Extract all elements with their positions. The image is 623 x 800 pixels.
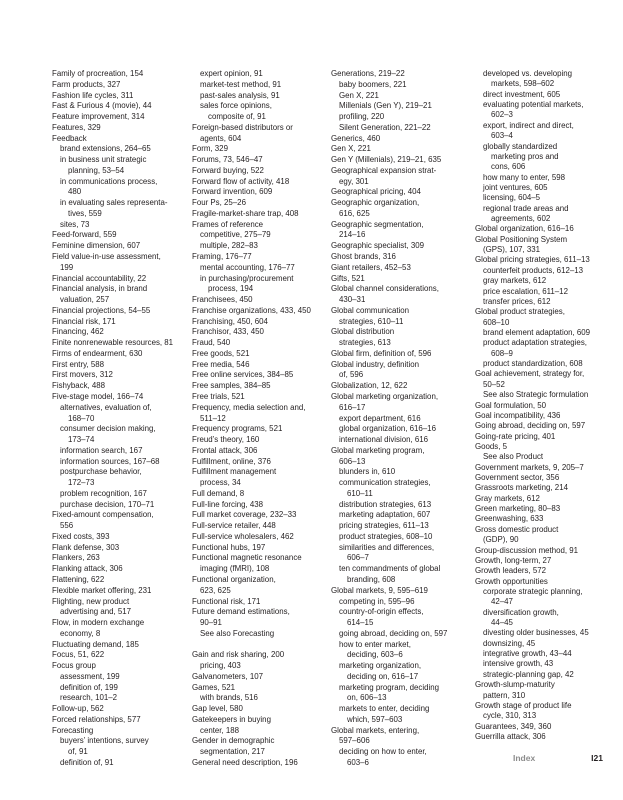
index-entry: Growth, long-term, 27 <box>475 555 552 565</box>
index-entry: Green marketing, 80–83 <box>475 504 561 514</box>
index-entry: Goal incompatibility, 436 <box>475 410 561 420</box>
index-entry: Fishyback, 488 <box>52 381 106 391</box>
index-subentry: product adaptation strategies, <box>483 338 587 348</box>
index-subentry: globally standardized <box>483 141 558 151</box>
index-entry: Financial projections, 54–55 <box>52 305 151 315</box>
index-subentry-continuation: 44–45 <box>491 618 513 628</box>
index-entry-continuation: 511–12 <box>200 413 226 423</box>
index-entry: Gatekeepers in buying <box>192 714 271 724</box>
index-entry: Franchising, 450, 604 <box>192 316 268 326</box>
index-subentry-continuation: planning, 53–54 <box>68 165 125 175</box>
index-subentry: intensive growth, 43 <box>483 659 554 669</box>
index-spacer <box>192 640 332 651</box>
index-subentry: similarities and differences, <box>339 542 435 552</box>
index-entry-continuation: egy, 301 <box>339 176 369 186</box>
index-subentry-continuation: which, 597–603 <box>347 714 403 724</box>
index-subentry: marketing adaptation, 607 <box>339 510 431 520</box>
index-entry: Franchisees, 450 <box>192 295 253 305</box>
index-subentry-continuation: 172–73 <box>68 478 95 488</box>
index-entry: Geographical pricing, 404 <box>331 187 421 197</box>
index-subentry: definition of, 199 <box>60 682 118 692</box>
index-subentry: evaluating potential markets, <box>483 100 584 110</box>
index-subentry: postpurchase behavior, <box>60 467 142 477</box>
index-entry: General need description, 196 <box>192 758 298 767</box>
index-entry: Future demand estimations, <box>192 607 290 617</box>
index-subentry: going abroad, deciding on, 597 <box>339 628 448 638</box>
index-subentry: how to enter market, <box>339 639 411 649</box>
index-entry: Global communication <box>331 305 410 315</box>
index-subentry: marketing program, deciding <box>339 682 439 692</box>
index-entry: Full-service wholesalers, 462 <box>192 531 294 541</box>
index-subentry: divesting older businesses, 45 <box>483 628 589 638</box>
index-entry: Ghost brands, 316 <box>331 252 396 262</box>
index-entry: Functional magnetic resonance <box>192 553 302 563</box>
index-subentry-continuation: 173–74 <box>68 435 95 445</box>
index-entry: Fashion life cycles, 311 <box>52 90 134 100</box>
index-entry: Gain and risk sharing, 200 <box>192 650 285 660</box>
index-entry: Functional risk, 171 <box>192 596 261 606</box>
index-entry: Flow, in modern exchange <box>52 618 145 628</box>
index-subentry: definition of, 91 <box>60 758 114 767</box>
index-entry: Geographic organization, <box>331 198 420 208</box>
index-entry: Frequency programs, 521 <box>192 424 283 434</box>
index-entry: Games, 521 <box>192 682 235 692</box>
index-entry: Generics, 460 <box>331 133 381 143</box>
index-entry: Focus group <box>52 661 96 671</box>
index-subentry-continuation: 608–9 <box>491 348 513 358</box>
index-column-4 <box>475 69 615 742</box>
index-subentry: information sources, 167–68 <box>60 456 160 466</box>
index-entry: Foreign-based distributors or <box>192 122 293 132</box>
index-entry: Goal formulation, 50 <box>475 400 547 410</box>
index-entry: Fulfillment, online, 376 <box>192 456 271 466</box>
index-entry: Farm products, 327 <box>52 79 121 89</box>
index-entry: Fixed-amount compensation, <box>52 510 154 520</box>
index-entry: Fluctuating demand, 185 <box>52 639 139 649</box>
index-entry: Form, 329 <box>192 144 228 154</box>
index-entry: Global markets, 9, 595–619 <box>331 585 428 595</box>
index-entry: Forward buying, 522 <box>192 165 264 175</box>
index-subentry-continuation: deciding on, 616–17 <box>347 671 419 681</box>
index-entry-continuation: strategies, 613 <box>339 338 391 348</box>
index-entry: Free samples, 384–85 <box>192 381 271 391</box>
index-entry: Global marketing organization, <box>331 391 439 401</box>
index-entry-continuation: valuation, 257 <box>60 295 110 305</box>
index-subentry-continuation: process, 194 <box>208 284 254 294</box>
index-subentry: Silent Generation, 221–22 <box>339 122 431 132</box>
index-entry: Growth-slump-maturity <box>475 680 555 690</box>
index-subentry-continuation: marketing pros and <box>491 151 559 161</box>
index-subentry-continuation: 603–4 <box>491 131 513 141</box>
index-entry: Fraud, 540 <box>192 338 231 348</box>
index-entry: Global firm, definition of, 596 <box>331 348 432 358</box>
index-entry: Franchise organizations, 433, 450 <box>192 305 311 315</box>
index-entry: Full-service retailer, 448 <box>192 521 276 531</box>
index-entry: Feed-forward, 559 <box>52 230 117 240</box>
index-entry: Global pricing strategies, 611–13 <box>475 255 590 265</box>
index-entry: Functional hubs, 197 <box>192 542 266 552</box>
index-entry: Guerrilla attack, 306 <box>475 732 546 741</box>
index-subentry: in evaluating sales representa- <box>60 198 168 208</box>
index-subentry-continuation: agreements, 602 <box>491 214 551 224</box>
index-entry: Framing, 176–77 <box>192 252 252 262</box>
index-entry: Forward flow of activity, 418 <box>192 176 290 186</box>
index-subentry: brand element adaptation, 609 <box>483 327 591 337</box>
index-subentry: global organization, 616–16 <box>339 424 436 434</box>
index-subentry: export, indirect and direct, <box>483 120 574 130</box>
index-column-2 <box>192 69 332 769</box>
index-entry: Free media, 546 <box>192 359 250 369</box>
index-entry-continuation: advertising and, 517 <box>60 607 132 617</box>
index-entry-continuation: 556 <box>60 521 74 531</box>
index-subentry: export department, 616 <box>339 413 421 423</box>
index-entry: Gap level, 580 <box>192 704 243 714</box>
index-entry: Gross domestic product <box>475 524 559 534</box>
index-entry: Freud’s theory, 160 <box>192 435 260 445</box>
index-entry: Focus, 51, 622 <box>52 650 105 660</box>
index-subentry: distribution strategies, 613 <box>339 499 432 509</box>
index-subentry-continuation: branding, 608 <box>347 574 396 584</box>
index-entry: Feedback <box>52 133 87 143</box>
index-entry: Free online services, 384–85 <box>192 370 294 380</box>
index-subentry: profiling, 220 <box>339 112 385 122</box>
index-subentry: in communications process, <box>60 176 158 186</box>
index-subentry: assessment, 199 <box>60 671 120 681</box>
index-entry: Franchisor, 433, 450 <box>192 327 264 337</box>
index-subentry-continuation: 480 <box>68 187 82 197</box>
index-entry: Fixed costs, 393 <box>52 531 110 541</box>
index-entry: Giant retailers, 452–53 <box>331 262 411 272</box>
index-entry-continuation: 616–17 <box>339 402 366 412</box>
index-subentry: ten commandments of global <box>339 564 441 574</box>
index-subentry: blunders in, 610 <box>339 467 396 477</box>
index-entry-continuation: 608–10 <box>483 317 510 327</box>
index-subentry: how many to enter, 598 <box>483 172 566 182</box>
index-entry: Fast & Furious 4 (movie), 44 <box>52 101 152 111</box>
index-entry: Forced relationships, 577 <box>52 714 141 724</box>
index-subentry: See also Strategic formulation <box>483 390 589 400</box>
index-subentry: regional trade areas and <box>483 203 569 213</box>
index-entry-continuation: center, 188 <box>200 725 240 735</box>
index-entry: Globalization, 12, 622 <box>331 381 408 391</box>
index-entry-continuation: cycle, 310, 313 <box>483 711 537 721</box>
index-entry: Flighting, new product <box>52 596 130 606</box>
index-entry-continuation: 199 <box>60 262 74 272</box>
index-subentry: problem recognition, 167 <box>60 488 147 498</box>
index-entry: Follow-up, 562 <box>52 704 104 714</box>
index-entry-continuation: 430–31 <box>339 295 366 305</box>
index-subentry: See also Product <box>483 452 544 462</box>
index-entry: Free goods, 521 <box>192 348 250 358</box>
index-entry: Growth stage of product life <box>475 700 572 710</box>
index-subentry: counterfeit products, 612–13 <box>483 265 584 275</box>
index-entry-continuation: pattern, 310 <box>483 690 526 700</box>
index-subentry-continuation: 602–3 <box>491 110 513 120</box>
index-subentry: product standardization, 608 <box>483 359 583 369</box>
index-entry: Fulfillment management <box>192 467 277 477</box>
index-entry: Goods, 5 <box>475 441 508 451</box>
index-entry-continuation: pricing, 403 <box>200 661 241 671</box>
index-subentry: pricing strategies, 611–13 <box>339 521 429 531</box>
running-footer-section: Index <box>513 753 536 763</box>
index-entry: Grassroots marketing, 214 <box>475 483 568 493</box>
index-entry-continuation: economy, 8 <box>60 628 101 638</box>
index-subentry-continuation: 42–47 <box>491 597 513 607</box>
index-subentry: deciding on how to enter, <box>339 747 427 757</box>
index-entry-continuation: 50–52 <box>483 379 505 389</box>
index-entry: Gen X, 221 <box>331 144 371 154</box>
index-entry: Finite nonrenewable resources, 81 <box>52 338 174 348</box>
index-subentry: gray markets, 612 <box>483 276 547 286</box>
index-subentry: consumer decision making, <box>60 424 156 434</box>
index-subentry: diversification growth, <box>483 607 559 617</box>
index-entry: Flexible market offering, 231 <box>52 585 152 595</box>
index-subentry: Millenials (Gen Y), 219–21 <box>339 101 432 111</box>
index-entry-continuation: segmentation, 217 <box>200 747 265 757</box>
index-subentry: baby boomers, 221 <box>339 79 407 89</box>
index-entry: Growth leaders, 572 <box>475 566 547 576</box>
index-subentry: strategic-planning gap, 42 <box>483 669 574 679</box>
index-entry: Global marketing program, <box>331 445 425 455</box>
index-subentry: multiple, 282–83 <box>200 241 258 251</box>
index-entry-continuation: 623, 625 <box>200 585 231 595</box>
index-column-1 <box>52 69 192 769</box>
index-entry: Global markets, entering, <box>331 725 420 735</box>
index-subentry: brand extensions, 264–65 <box>60 144 151 154</box>
index-entry: Geographical expansion strat- <box>331 165 437 175</box>
index-entry-continuation: 597–606 <box>339 736 370 746</box>
index-subentry: expert opinion, 91 <box>200 69 263 78</box>
index-entry: Goal achievement, strategy for, <box>475 369 585 379</box>
index-entry: Greenwashing, 633 <box>475 514 544 524</box>
index-subentry: price escalation, 611–12 <box>483 286 568 296</box>
index-subentry: country-of-origin effects, <box>339 607 424 617</box>
index-entry: Global channel considerations, <box>331 284 439 294</box>
index-entry: Full-line forcing, 438 <box>192 499 264 509</box>
index-subentry-continuation: tives, 559 <box>68 208 102 218</box>
index-entry: Full market coverage, 232–33 <box>192 510 297 520</box>
index-entry: First movers, 312 <box>52 370 113 380</box>
index-subentry: See also Forecasting <box>200 628 275 638</box>
index-subentry-continuation: cons, 606 <box>491 162 526 172</box>
index-entry: Guarantees, 349, 360 <box>475 721 552 731</box>
index-entry: Financing, 462 <box>52 327 104 337</box>
index-subentry-continuation: deciding, 603–6 <box>347 650 403 660</box>
index-entry: Flanking attack, 306 <box>52 564 123 574</box>
index-entry: Forward invention, 609 <box>192 187 273 197</box>
index-entry: Global industry, definition <box>331 359 420 369</box>
index-entry-continuation: 616, 625 <box>339 208 370 218</box>
index-subentry: past-sales analysis, 91 <box>200 90 280 100</box>
index-subentry-continuation: 603–6 <box>347 758 369 767</box>
index-entry: Financial risk, 171 <box>52 316 116 326</box>
index-entry: Frontal attack, 306 <box>192 445 258 455</box>
page-footer <box>505 752 605 764</box>
index-entry: Global Positioning System <box>475 234 568 244</box>
index-subentry: mental accounting, 176–77 <box>200 262 295 272</box>
index-entry-continuation: of, 596 <box>339 370 364 380</box>
index-column-3 <box>331 69 471 769</box>
index-entry: Forums, 73, 546–47 <box>192 155 263 165</box>
index-entry: Family of procreation, 154 <box>52 69 144 78</box>
index-entry: Gray markets, 612 <box>475 493 540 503</box>
index-entry: Going-rate pricing, 401 <box>475 431 556 441</box>
index-entry: Global distribution <box>331 327 395 337</box>
index-entry: Geographic segmentation, <box>331 219 424 229</box>
index-subentry: buyers’ intentions, survey <box>60 736 149 746</box>
index-entry: Gifts, 521 <box>331 273 365 283</box>
index-entry: Frequency, media selection and, <box>192 402 306 412</box>
index-entry: Forecasting <box>52 725 94 735</box>
index-entry: Feminine dimension, 607 <box>52 241 141 251</box>
index-entry-continuation: imaging (fMRI), 108 <box>200 564 270 574</box>
index-subentry: licensing, 604–5 <box>483 193 541 203</box>
index-subentry: competing in, 595–96 <box>339 596 415 606</box>
index-subentry: product strategies, 608–10 <box>339 531 433 541</box>
index-subentry: Gen X, 221 <box>339 90 379 100</box>
index-subentry: communication strategies, <box>339 478 431 488</box>
index-subentry: international division, 616 <box>339 435 429 445</box>
index-subentry: transfer prices, 612 <box>483 296 551 306</box>
index-entry: Group-discussion method, 91 <box>475 545 579 555</box>
index-subentry: with brands, 516 <box>200 693 258 703</box>
index-entry: Gender in demographic <box>192 736 275 746</box>
index-subentry-continuation: markets, 598–602 <box>491 79 555 89</box>
index-subentry-continuation: composite of, 91 <box>208 112 266 122</box>
index-entry-continuation: (GPS), 107, 331 <box>483 245 541 255</box>
index-subentry: corporate strategic planning, <box>483 586 583 596</box>
index-subentry: research, 101–2 <box>60 693 118 703</box>
index-subentry: downsizing, 45 <box>483 638 536 648</box>
index-entry: Four Ps, 25–26 <box>192 198 246 208</box>
index-entry: Firms of endearment, 630 <box>52 348 143 358</box>
index-entry: Flankers, 263 <box>52 553 100 563</box>
index-entry: Functional organization, <box>192 574 276 584</box>
index-entry-continuation: 606–13 <box>339 456 366 466</box>
index-entry-continuation: (GDP), 90 <box>483 535 519 545</box>
index-entry: Free trials, 521 <box>192 391 245 401</box>
index-subentry: market-test method, 91 <box>200 79 282 89</box>
index-entry: Global product strategies, <box>475 307 565 317</box>
index-subentry-continuation: 606–7 <box>347 553 369 563</box>
index-entry: Government sector, 356 <box>475 473 560 483</box>
index-subentry: information search, 167 <box>60 445 143 455</box>
index-entry: Financial analysis, in brand <box>52 284 148 294</box>
index-subentry: in business unit strategic <box>60 155 147 165</box>
index-subentry: joint ventures, 605 <box>483 182 548 192</box>
index-entry: Frames of reference <box>192 219 264 229</box>
index-subentry: marketing organization, <box>339 661 422 671</box>
index-subentry: sites, 73 <box>60 219 90 229</box>
index-entry-continuation: process, 34 <box>200 478 241 488</box>
index-subentry-continuation: on, 606–13 <box>347 693 387 703</box>
index-entry: Five-stage model, 166–74 <box>52 391 144 401</box>
index-entry: Generations, 219–22 <box>331 69 405 78</box>
index-entry: Flank defense, 303 <box>52 542 120 552</box>
index-subentry: markets to enter, deciding <box>339 704 430 714</box>
index-entry: Financial accountability, 22 <box>52 273 147 283</box>
index-entry: Features, 329 <box>52 122 101 132</box>
index-entry: Field value-in-use assessment, <box>52 252 161 262</box>
index-subentry: competitive, 275–79 <box>200 230 271 240</box>
index-subentry-continuation: 610–11 <box>347 488 373 498</box>
index-subentry: purchase decision, 170–71 <box>60 499 155 509</box>
index-entry: Geographic specialist, 309 <box>331 241 424 251</box>
index-entry: Full demand, 8 <box>192 488 245 498</box>
index-entry: Flattening, 622 <box>52 574 105 584</box>
index-subentry-continuation: 168–70 <box>68 413 95 423</box>
index-subentry: alternatives, evaluation of, <box>60 402 152 412</box>
index-subentry: sales force opinions, <box>200 101 272 111</box>
index-entry-continuation: strategies, 610–11 <box>339 316 404 326</box>
index-subentry: direct investment, 605 <box>483 89 561 99</box>
index-subentry-continuation: of, 91 <box>68 747 88 757</box>
index-entry-continuation: agents, 604 <box>200 133 242 143</box>
index-entry: Global organization, 616–16 <box>475 224 574 234</box>
index-entry: First entry, 588 <box>52 359 105 369</box>
page-number: I21 <box>591 753 603 763</box>
index-entry: Government markets, 9, 205–7 <box>475 462 584 472</box>
index-subentry: developed vs. developing <box>483 69 573 78</box>
index-entry: Feature improvement, 314 <box>52 112 145 122</box>
index-entry: Fragile-market-share trap, 408 <box>192 208 299 218</box>
index-entry: Growth opportunities <box>475 576 548 586</box>
index-entry: Gen Y (Millenials), 219–21, 635 <box>331 155 442 165</box>
index-entry-continuation: 90–91 <box>200 618 222 628</box>
index-entry-continuation: 214–16 <box>339 230 366 240</box>
index-entry: Galvanometers, 107 <box>192 671 264 681</box>
index-entry: Going abroad, deciding on, 597 <box>475 421 586 431</box>
index-subentry: in purchasing/procurement <box>200 273 294 283</box>
index-subentry: integrative growth, 43–44 <box>483 649 572 659</box>
index-subentry-continuation: 614–15 <box>347 618 374 628</box>
